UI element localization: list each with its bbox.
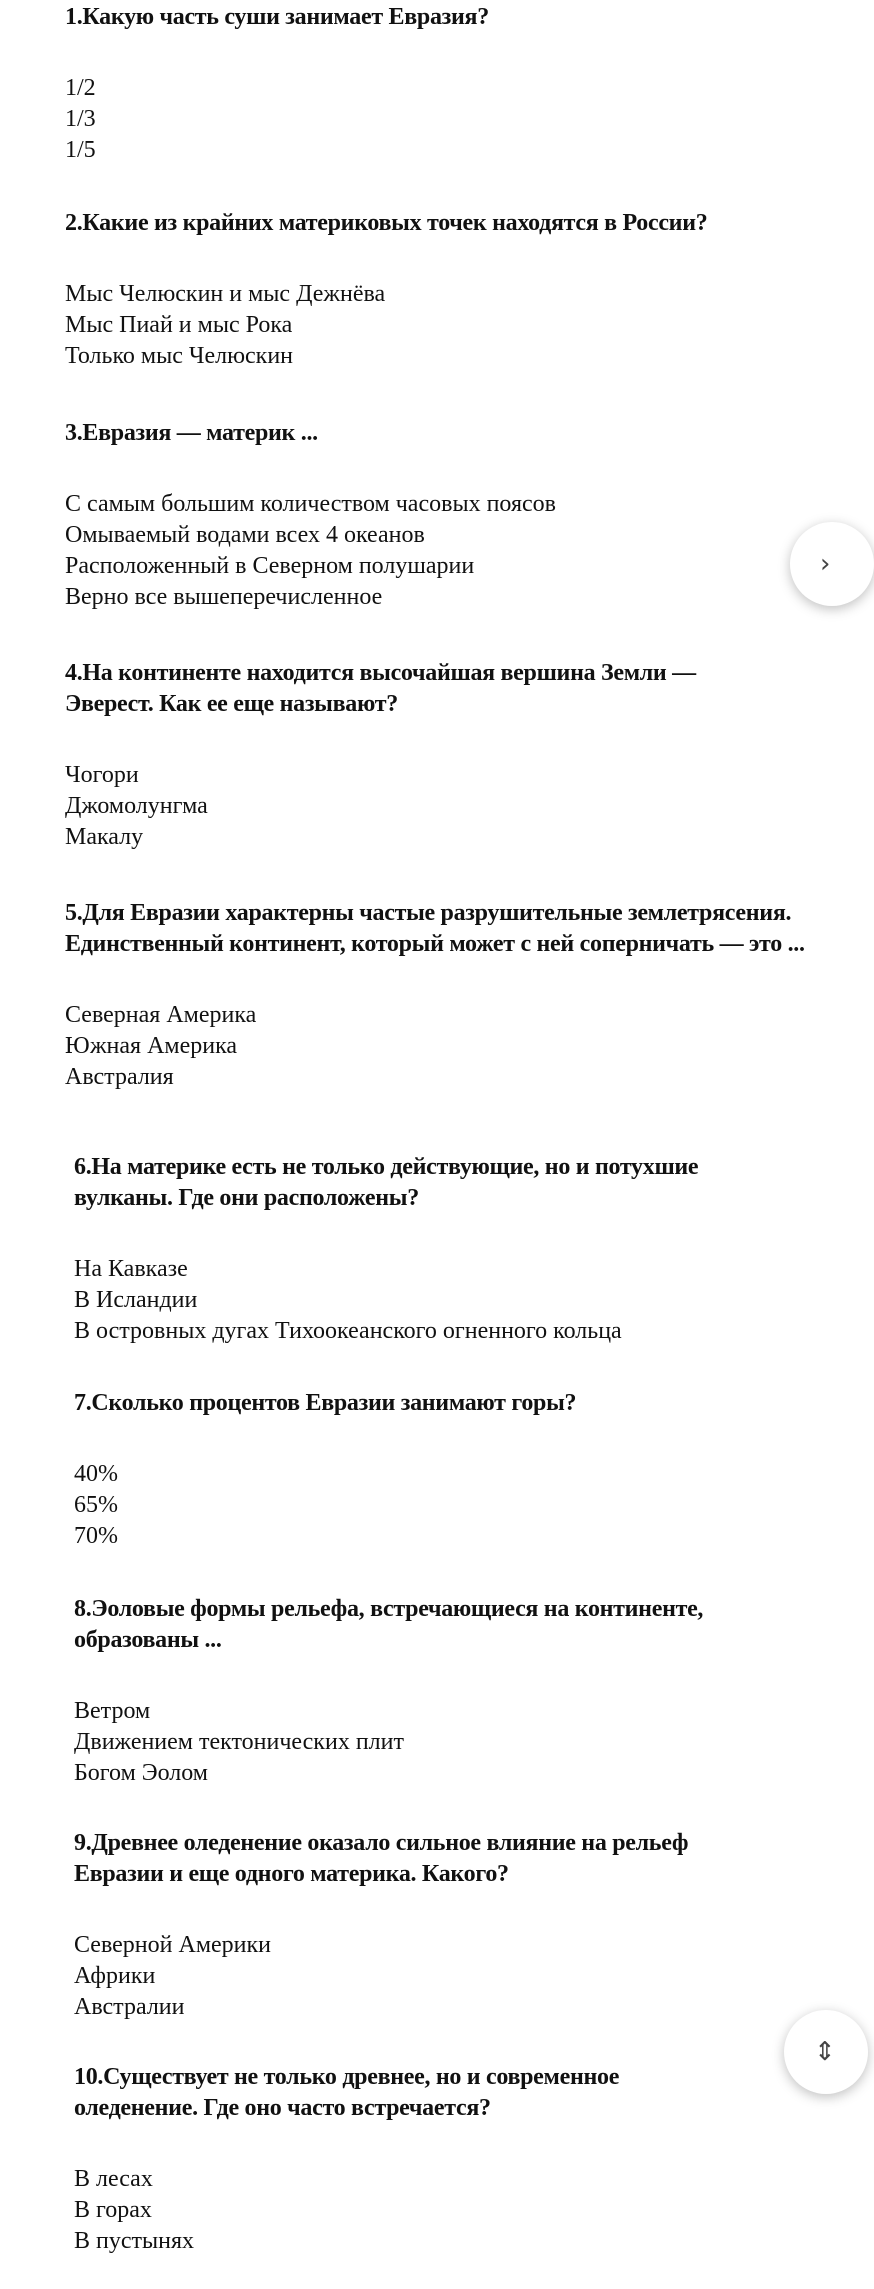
question-7-answers <box>74 1459 834 1552</box>
answer-option: 65% <box>74 1492 118 1518</box>
question-2-answers <box>65 279 825 372</box>
answer-option: Австралии <box>74 1994 185 2020</box>
answer-option: В пустынях <box>74 2228 194 2254</box>
scroll-toggle-button[interactable] <box>784 2010 868 2094</box>
question-3-answers <box>65 489 825 613</box>
answer-option: С самым большим количеством часовых поясов <box>65 491 556 517</box>
answer-option: Расположенный в Северном полушарии <box>65 553 475 579</box>
question-5-text: 5.Для Евразии характерны частые разрушительные землетрясения. Единственный континент, который может с ней соперничать — это ... <box>65 900 805 957</box>
answer-option: Ветром <box>74 1698 151 1724</box>
answer-option: В Исландии <box>74 1287 198 1313</box>
scroll-up-button[interactable] <box>790 522 874 606</box>
question-9-answers <box>74 1930 834 2023</box>
question-4-text: 4.На континенте находится высочайшая вершина Земли — Эверест. Как ее еще называют? <box>65 660 696 717</box>
answer-option: 1/5 <box>65 137 96 163</box>
question-3-text: 3.Евразия — материк ... <box>65 420 318 446</box>
question-5-answers <box>65 1000 825 1093</box>
question-1-answers <box>65 73 825 166</box>
answer-option: Северной Америки <box>74 1932 272 1958</box>
answer-option: Чогори <box>65 762 139 788</box>
question-3 <box>65 418 825 613</box>
question-9 <box>74 1828 834 2023</box>
answer-option: 70% <box>74 1523 118 1549</box>
answer-option: Богом Эолом <box>74 1760 208 1786</box>
answer-option: 1/3 <box>65 106 96 132</box>
question-10-text: 10.Существует не только древнее, но и современное оледенение. Где оно часто встречается? <box>74 2064 620 2121</box>
answer-option: Мыс Пиай и мыс Рока <box>65 312 293 338</box>
question-4 <box>65 658 825 853</box>
question-5 <box>65 898 825 1093</box>
answer-option: Омываемый водами всех 4 океанов <box>65 522 425 548</box>
question-7-text: 7.Сколько процентов Евразии занимают горы? <box>74 1390 577 1416</box>
question-1 <box>65 2 825 166</box>
answer-option: Африки <box>74 1963 156 1989</box>
answer-option: Макалу <box>65 824 144 850</box>
question-9-text: 9.Древнее оледенение оказало сильное влияние на рельеф Евразии и еще одного материка. Какого? <box>74 1830 689 1887</box>
up-down-arrows-icon: ⇕ <box>814 2037 836 2067</box>
question-2 <box>65 208 825 372</box>
question-8-answers <box>74 1696 834 1789</box>
answer-option: В островных дугах Тихоокеанского огненного кольца <box>74 1318 622 1344</box>
answer-option: Движением тектонических плит <box>74 1729 404 1755</box>
answer-option: Только мыс Челюскин <box>65 343 294 369</box>
question-10 <box>74 2062 834 2257</box>
answer-option: Верно все вышеперечисленное <box>65 584 383 610</box>
answer-option: Северная Америка <box>65 1002 257 1028</box>
question-1-text: 1.Какую часть суши занимает Евразия? <box>65 4 489 30</box>
question-2-text: 2.Какие из крайних материковых точек находятся в России? <box>65 210 708 236</box>
question-4-answers <box>65 760 825 853</box>
answer-option: 40% <box>74 1461 118 1487</box>
question-8-text: 8.Эоловые формы рельефа, встречающиеся на континенте, образованы ... <box>74 1596 704 1653</box>
question-6-text: 6.На материке есть не только действующие, но и потухшие вулканы. Где они расположены? <box>74 1154 699 1211</box>
question-6-answers <box>74 1254 834 1347</box>
answer-option: Мыс Челюскин и мыс Дежнёва <box>65 281 386 307</box>
answer-option: На Кавказе <box>74 1256 188 1282</box>
answer-option: Джомолунгма <box>65 793 208 819</box>
question-7 <box>74 1388 834 1552</box>
question-6 <box>74 1152 834 1347</box>
answer-option: Австралия <box>65 1064 174 1090</box>
question-10-answers <box>74 2164 834 2257</box>
answer-option: В лесах <box>74 2166 153 2192</box>
chevron-right-icon: › <box>820 549 831 579</box>
answer-option: В горах <box>74 2197 152 2223</box>
answer-option: 1/2 <box>65 75 96 101</box>
question-8 <box>74 1594 834 1789</box>
answer-option: Южная Америка <box>65 1033 238 1059</box>
